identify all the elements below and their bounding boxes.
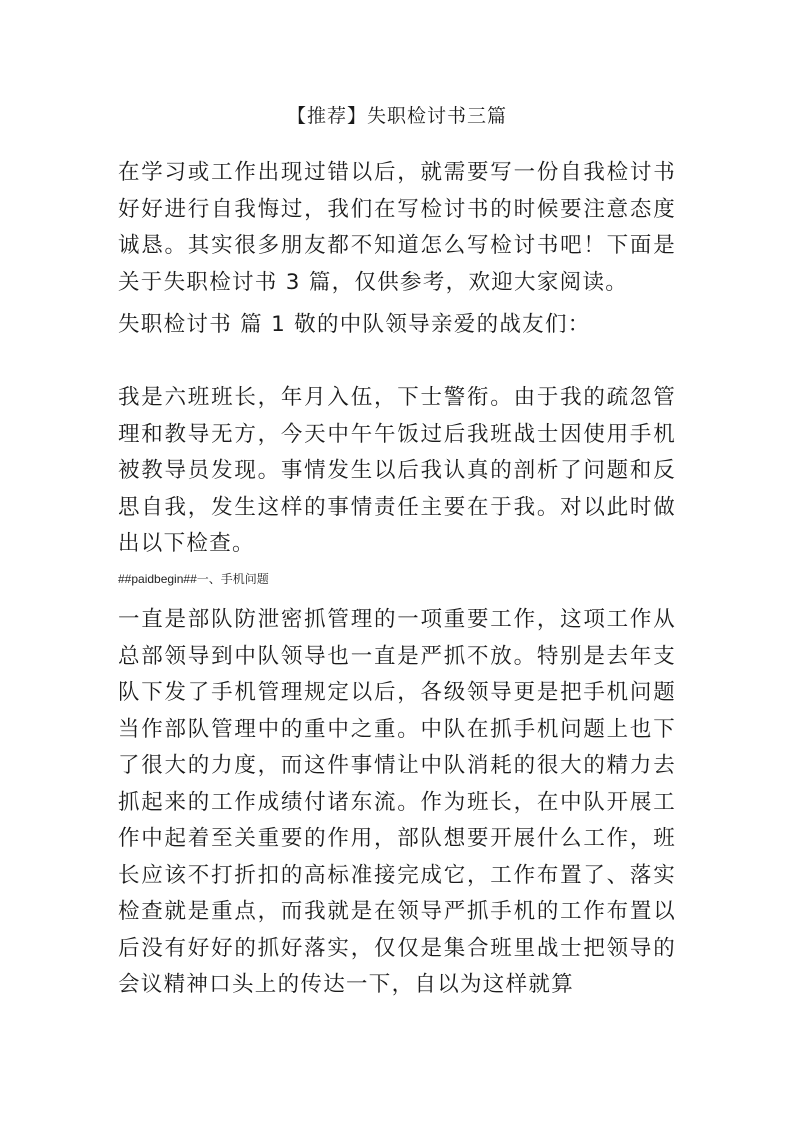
paid-marker-prefix: ##paidbegin## [118,572,197,586]
intro-paragraph: 在学习或工作出现过错以后，就需要写一份自我检讨书好好进行自我悔过，我们在写检讨书的时候要注意态度诚恳。其实很多朋友都不知道怎么写检讨书吧！下面是关于失职检讨书 3 篇，仅供参考，欢迎大家阅读。 [118,160,676,295]
paragraph-2: 一直是部队防泄密抓管理的一项重要工作，这项工作从总部领导到中队领导也一直是严抓不放。特别是去年支队下发了手机管理规定以后，各级领导更是把手机问题当作部队管理中的重中之重。中队在抓手机问题上也下了很大的力度，而这件事情让中队消耗的很大的精力去抓起来的工作成绩付诸东流。作为班长，在中队开展工作中起着至关重要的作用，部队想要开展什么工作，班长应该不打折扣的高标准接完成它，工作布置了、落实检查就是重点，而我就是在领导严抓手机的工作布置以后没有好好的抓好落实，仅仅是集合班里战士把领导的会议精神口头上的传达一下，自以为这样就算 [118,607,676,997]
section-heading: 失职检讨书 篇 1 敬的中队领导亲爱的战友们： [118,312,591,337]
section-subheading: 一、手机问题 [196,572,269,586]
paid-marker [118,570,269,588]
document-title: 【推荐】失职检讨书三篇 [286,105,507,127]
paragraph-1: 我是六班班长，年月入伍，下士警衔。由于我的疏忽管理和教导无方，今天中午午饭过后我班战士因使用手机被教导员发现。事情发生以后我认真的剖析了问题和反思自我，发生这样的事情责任主要在于我。对以此时做出以下检查。 [118,385,676,556]
